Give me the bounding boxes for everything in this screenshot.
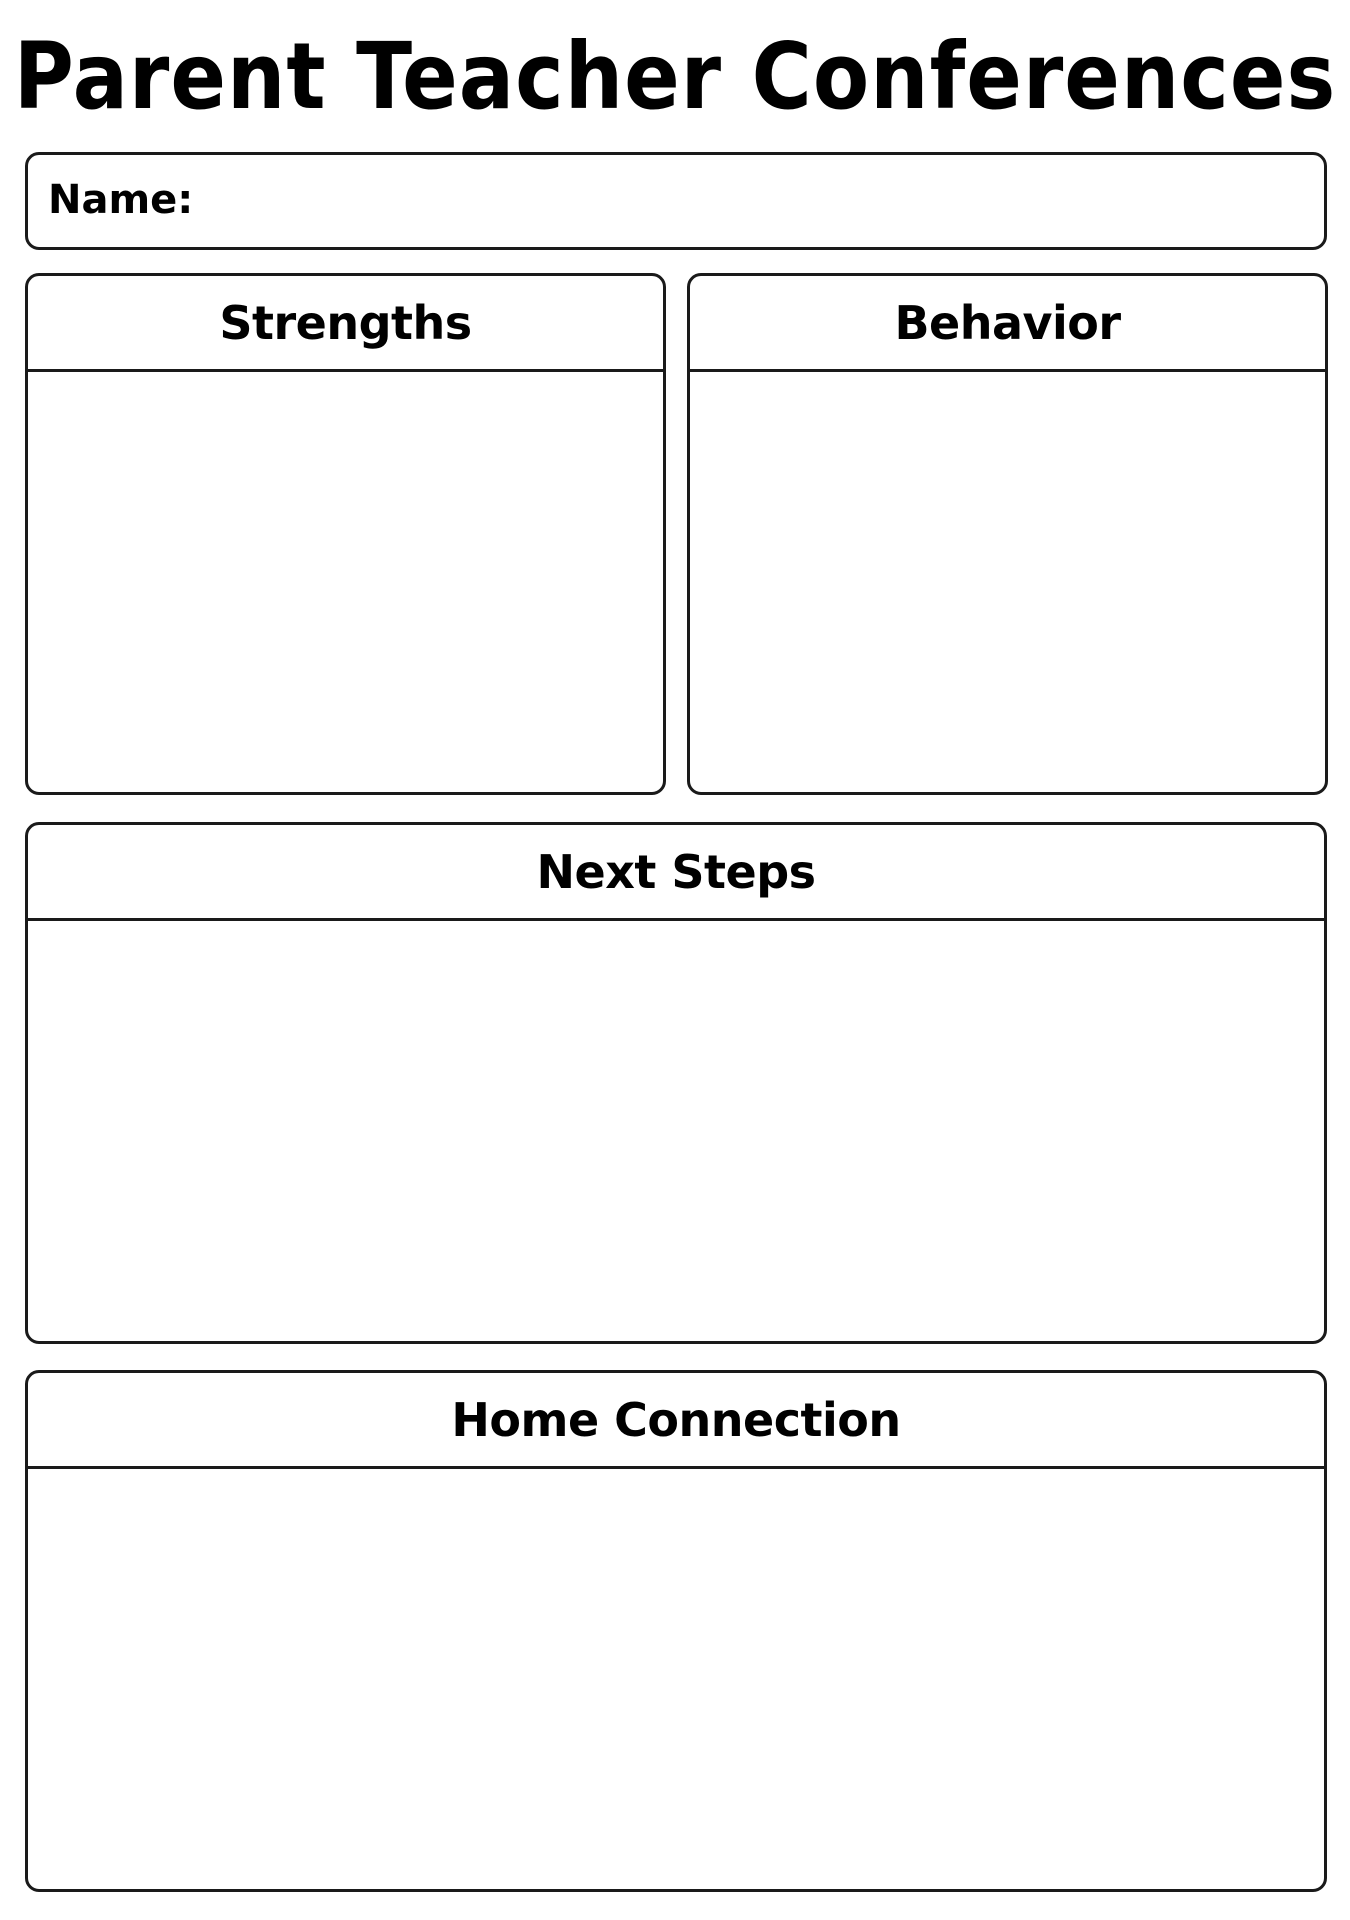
home-connection-writing-area[interactable] [28,1469,1324,1889]
next-steps-section [25,822,1327,1344]
next-steps-heading: Next Steps [28,825,1324,921]
behavior-section [687,273,1328,795]
name-label: Name: [48,177,194,223]
behavior-writing-area[interactable] [690,372,1325,792]
behavior-heading: Behavior [690,276,1325,372]
strengths-heading: Strengths [28,276,663,372]
page-title: Parent Teacher Conferences [13,24,1337,131]
strengths-writing-area[interactable] [28,372,663,792]
home-connection-section [25,1370,1327,1892]
next-steps-writing-area[interactable] [28,921,1324,1341]
name-field[interactable] [25,152,1327,250]
home-connection-heading: Home Connection [28,1373,1324,1469]
strengths-section [25,273,666,795]
